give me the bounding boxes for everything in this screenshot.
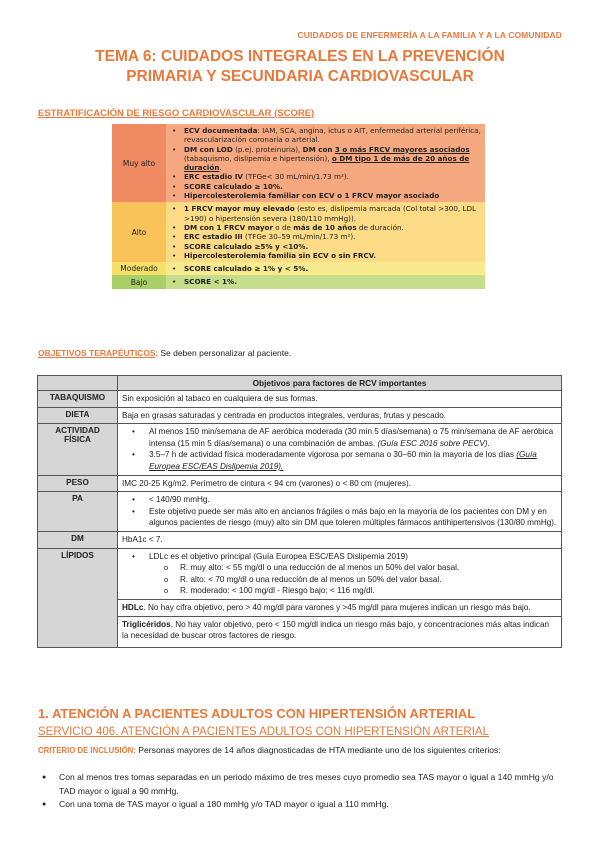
risk-level-moderado: Moderado	[112, 262, 166, 275]
risk-criteria-muy-alto	[166, 124, 485, 202]
risk-criteria-alto	[166, 202, 485, 262]
risk-item: • ERC estadio IV (TFGe< 30 mL/min/1.73 m²).	[172, 172, 482, 181]
hdl-note: HDLc. No hay cifra objetivo, pero > 40 mg/dl para varones y >45 mg/dl para mujeres indican un riesgo más bajo.	[118, 599, 561, 614]
row-value-peso: IMC 20-25 Kg/m2. Perímetro de cintura < 94 cm (varones) o < 80 cm (mujeres).	[118, 475, 562, 492]
list-item: o R. alto: < 70 mg/dl o una reducción de al menos un 50% del valor basal.	[164, 574, 557, 586]
header-blank-cell	[38, 376, 118, 391]
inclusion-criteria	[38, 744, 562, 758]
table-row	[38, 475, 562, 492]
risk-item: • ECV documentada: IAM, SCA, angina, ictus o AIT, enfermedad arterial periférica, revascularización coronaria o arterial.	[172, 126, 482, 145]
row-value-tabaquismo: Sin exposición al tabaco en cualquiera de sus formas.	[118, 391, 562, 408]
list-item: o R. moderado: < 100 mg/dl - Riesgo bajo: < 116 mg/dl.	[164, 585, 557, 597]
risk-item: • DM con LOD (p.ej. proteinuria), DM con 3 o más FRCV mayores asociados (tabaquismo, dislipemia e hipertensión), o DM tipo 1 de más de 20 años de duración.	[172, 145, 482, 173]
risk-row-muy-alto	[112, 124, 485, 202]
risk-level-bajo: Bajo	[112, 275, 166, 288]
row-value-dieta: Baja en grasas saturadas y centrada en productos integrales, verduras, frutas y pescado.	[118, 407, 562, 424]
table-row	[38, 548, 562, 647]
list-item: • 3.5–7 h de actividad física moderadamente vigorosa por semana o 30–60 min la mayoría de los días (Guía Europea ESC/EAS Dislipemia 2019).	[122, 449, 557, 472]
criteria-text: Personas mayores de 14 años diagnosticadas de HTA mediante uno de los siguientes criterios:	[135, 745, 501, 755]
risk-item: • 1 FRCV mayor muy elevado (esto es, dislipemia marcada (Col total >300, LDL >190) o hipertensión severa (180/110 mmHg)).	[172, 204, 482, 223]
objectives-table	[37, 375, 562, 648]
criteria-label: CRITERIO DE INCLUSIÓN:	[38, 746, 136, 755]
score-section-label: ESTRATIFICACIÓN DE RIESGO CARDIOVASCULAR (SCORE)	[38, 108, 315, 119]
table-row	[38, 391, 562, 408]
course-header: CUIDADOS DE ENFERMERÍA A LA FAMILIA Y A LA COMUNIDAD	[297, 30, 562, 40]
risk-item: • SCORE calculado ≥ 10%.	[172, 182, 482, 191]
score-risk-table	[112, 124, 485, 289]
risk-item: • SCORE calculado ≥ 1% y < 5%.	[172, 264, 482, 273]
title-line-1: TEMA 6: CUIDADOS INTEGRALES EN LA PREVENCIÓN	[95, 48, 505, 65]
objectives-table-header: Objetivos para factores de RCV importantes	[118, 376, 562, 391]
list-item: ● Con al menos tres tomas separadas en un periodo máximo de tres meses cuyo promedio sea TAS mayor o igual a 140 mmHg y/o TAD mayor o igual a 90 mmHg.	[38, 771, 562, 798]
objectives-intro	[38, 348, 291, 358]
risk-item: • DM con 1 FRCV mayor o de más de 10 años de duración.	[172, 223, 482, 232]
row-key-peso: PESO	[38, 475, 118, 492]
title-line-2: PRIMARIA Y SECUNDARIA CARDIOVASCULAR	[126, 68, 474, 85]
table-row	[38, 424, 562, 475]
row-key-dieta: DIETA	[38, 407, 118, 424]
row-key-pa: PA	[38, 492, 118, 532]
tg-note: Triglicéridos. No hay valor objetivo, pero < 150 mg/dl indica un riesgo más bajo, y concentraciones más altas indican la necesidad de buscar otros factores de riesgo.	[118, 616, 561, 645]
row-value-actividad	[118, 424, 562, 475]
objectives-label: OBJETIVOS TERAPÉUTICOS	[38, 348, 156, 358]
list-item: • < 140/90 mmHg.	[122, 494, 557, 506]
objectives-text: : Se deben personalizar al paciente.	[155, 348, 292, 358]
risk-item: • SCORE calculado ≥5% y <10%.	[172, 242, 482, 251]
risk-item: • SCORE < 1%.	[172, 277, 482, 286]
section-heading: 1. ATENCIÓN A PACIENTES ADULTOS CON HIPERTENSIÓN ARTERIAL	[38, 706, 476, 721]
risk-criteria-moderado	[166, 262, 485, 275]
risk-item: • Hipercolesterolemia familia sin ECV o sin FRCV.	[172, 251, 482, 260]
row-value-dm: HbA1c < 7.	[118, 531, 562, 548]
list-item: • Al menos 150 min/semana de AF aeróbica moderada (30 min 5 días/semana) o 75 min/semana de AF aeróbica intensa (15 min 5 días/semana) o una combinación de ambas. (Guía ESC 2016 sobre PECV).	[122, 426, 557, 449]
risk-item: • ERC estadio III (TFGe 30–59 mL/min/1.73 m²).	[172, 232, 482, 241]
risk-row-bajo	[112, 275, 485, 288]
list-item: ● Con una toma de TAS mayor o igual a 180 mmHg y/o TAD mayor o igual a 110 mmHg.	[38, 798, 562, 812]
list-item: o R. muy alto: < 55 mg/dl o una reducción de al menos un 50% del valor basal.	[164, 562, 557, 574]
row-key-dm: DM	[38, 531, 118, 548]
list-item: • Este objetivo puede ser más alto en ancianos frágiles o más bajo en la mayoría de los pacientes con DM y en algunos pacientes de riesgo (muy) alto sin DM que toleren múltiples fármacos antihipertensivos (130/80 mmHg).	[122, 506, 557, 529]
row-value-lipidos	[118, 548, 562, 647]
criteria-list	[38, 771, 562, 812]
risk-level-muy-alto: Muy alto	[112, 124, 166, 202]
list-item: • LDLc es el objetivo principal (Guía Europea ESC/EAS Dislipemia 2019)	[122, 551, 557, 563]
row-key-actividad: ACTIVIDAD FÍSICA	[38, 424, 118, 475]
service-heading: SERVICIO 406. ATENCIÓN A PACIENTES ADULTOS CON HIPERTENSIÓN ARTERIAL	[38, 726, 489, 738]
risk-row-alto	[112, 202, 485, 262]
risk-criteria-bajo	[166, 275, 485, 288]
row-value-pa	[118, 492, 562, 532]
table-row	[38, 407, 562, 424]
row-key-lipidos: LÍPIDOS	[38, 548, 118, 647]
risk-item: • Hipercolesterolemia familiar con ECV o 1 FRCV mayor asociado	[172, 191, 482, 200]
risk-row-moderado	[112, 262, 485, 275]
risk-level-alto: Alto	[112, 202, 166, 262]
table-row	[38, 531, 562, 548]
row-key-tabaquismo: TABAQUISMO	[38, 391, 118, 408]
table-row	[38, 492, 562, 532]
page-title	[0, 47, 600, 87]
